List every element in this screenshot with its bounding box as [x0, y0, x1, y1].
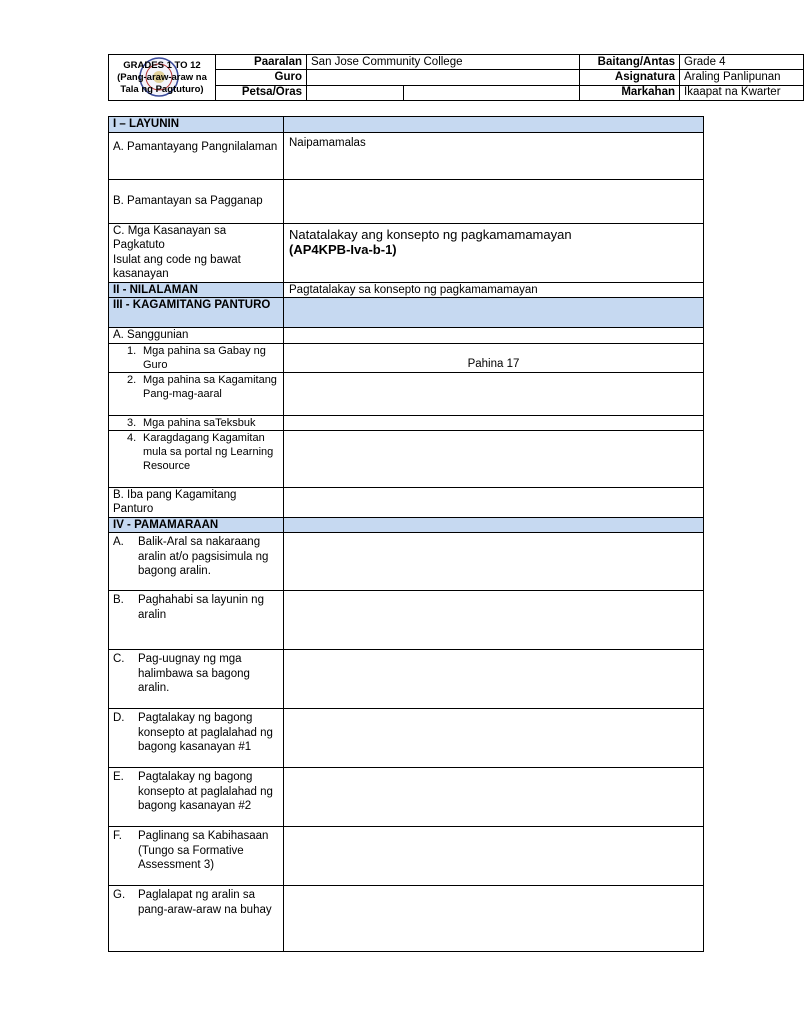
value-pamantayan-pagganap	[284, 179, 704, 223]
section-row-layunin	[109, 117, 704, 133]
row-pamantayan-pagganap	[109, 179, 704, 223]
value-teksbuk	[284, 415, 704, 430]
section-row-nilalaman	[109, 282, 704, 298]
value-paglinang	[284, 827, 704, 886]
row-iba-pang-kagamitan	[109, 487, 704, 517]
step-label: Balik-Aral sa nakaraang aralin at/o pagsisimula ng bagong aralin.	[138, 536, 269, 577]
section-title-nilalaman: II - NILALAMAN	[109, 282, 284, 298]
label-iba-pang-kagamitan: B. Iba pang Kagamitang Panturo	[109, 487, 284, 517]
logo-text	[109, 59, 215, 96]
header-value-oras	[404, 85, 580, 100]
label-karagdagang-kagamitan	[109, 430, 284, 487]
item-number: 3.	[127, 416, 137, 429]
value-kasanayan-code: (AP4KPB-Iva-b-1)	[289, 241, 397, 257]
row-pagtalakay-2	[109, 768, 704, 827]
step-letter: D.	[113, 712, 125, 724]
header-value-paaralan: San Jose Community College	[307, 55, 580, 70]
header-label-markahan: Markahan	[580, 85, 680, 100]
header-value-asignatura: Araling Panlipunan	[680, 70, 804, 85]
value-pag-uugnay	[284, 650, 704, 709]
value-sanggunian	[284, 328, 704, 344]
value-paglalapat	[284, 886, 704, 952]
dll-main-table	[108, 116, 703, 952]
row-balik-aral	[109, 533, 704, 591]
section-row-kagamitang	[109, 298, 704, 328]
item-label: Mga pahina sa Gabay ng Guro	[143, 344, 266, 371]
label-pag-uugnay	[109, 650, 284, 709]
row-pag-uugnay	[109, 650, 704, 709]
row-paglalapat	[109, 886, 704, 952]
header-value-markahan: Ikaapat na Kwarter	[680, 85, 804, 100]
logo-cell	[109, 55, 216, 101]
header-value-guro	[307, 70, 580, 85]
value-kagamitang-mag-aaral	[284, 372, 704, 415]
step-label: Pag-uugnay ng mga halimbawa sa bagong aralin.	[138, 653, 250, 694]
logo-line-3: Tala ng Pagtuturo)	[120, 84, 204, 95]
section-blank	[284, 117, 704, 133]
value-gabay-guro: Pahina 17	[284, 343, 704, 372]
label-kagamitang-mag-aaral	[109, 372, 284, 415]
section-title-pamamaraan: IV - PAMAMARAAN	[109, 517, 284, 533]
section-row-pamamaraan	[109, 517, 704, 533]
row-pagtalakay-1	[109, 709, 704, 768]
section-blank	[284, 517, 704, 533]
header-label-baitang: Baitang/Antas	[580, 55, 680, 70]
value-karagdagang-kagamitan	[284, 430, 704, 487]
section-blank	[284, 298, 704, 328]
step-letter: G.	[113, 889, 126, 901]
item-label: Karagdagang Kagamitan mula sa portal ng Learning Resource	[143, 431, 274, 472]
value-kasanayan-text: Natatalakay ang konsepto ng pagkamamamayan	[289, 226, 572, 242]
header-label-asignatura: Asignatura	[580, 70, 680, 85]
value-nilalaman: Pagtatalakay sa konsepto ng pagkamamamayan	[284, 282, 704, 298]
label-kasanayan-line1: C. Mga Kasanayan sa Pagkatuto	[113, 224, 227, 251]
item-number: 2.	[127, 373, 137, 386]
logo-line-1: GRADES 1 TO 12	[123, 60, 201, 71]
step-label: Paghahabi sa layunin ng aralin	[138, 594, 264, 621]
label-pagtalakay-2	[109, 768, 284, 827]
value-pamantayang-pangnilalaman: Naipamamalas	[284, 132, 704, 179]
row-pamantayang-pangnilalaman	[109, 132, 704, 179]
value-kasanayan	[284, 223, 704, 282]
step-label: Pagtalakay ng bagong konsepto at paglalahad ng bagong kasanayan #1	[138, 712, 273, 753]
value-iba-pang-kagamitan	[284, 487, 704, 517]
step-label: Paglalapat ng aralin sa pang-araw-araw na buhay	[138, 889, 272, 916]
step-letter: F.	[113, 830, 122, 842]
header-label-guro: Guro	[216, 70, 307, 85]
header-label-paaralan: Paaralan	[216, 55, 307, 70]
label-pagtalakay-1	[109, 709, 284, 768]
section-title-kagamitang: III - KAGAMITANG PANTURO	[109, 298, 284, 328]
section-title-layunin: I – LAYUNIN	[109, 117, 284, 133]
step-label: Paglinang sa Kabihasaan (Tungo sa Formative Assessment 3)	[138, 830, 269, 871]
label-kasanayan-line2: Isulat ang code ng bawat kasanayan	[113, 253, 241, 280]
header-label-petsa: Petsa/Oras	[216, 85, 307, 100]
row-kagamitang-mag-aaral	[109, 372, 704, 415]
value-pagtalakay-2	[284, 768, 704, 827]
label-pamantayang-pangnilalaman: A. Pamantayang Pangnilalaman	[109, 132, 284, 179]
step-letter: E.	[113, 771, 124, 783]
value-balik-aral	[284, 533, 704, 591]
step-letter: C.	[113, 653, 125, 665]
row-kasanayan	[109, 223, 704, 282]
value-pagtalakay-1	[284, 709, 704, 768]
row-karagdagang-kagamitan	[109, 430, 704, 487]
label-gabay-guro	[109, 343, 284, 372]
header-value-petsa	[307, 85, 404, 100]
step-letter: B.	[113, 594, 124, 606]
item-number: 4.	[127, 431, 137, 444]
row-sanggunian	[109, 328, 704, 344]
label-balik-aral	[109, 533, 284, 591]
row-paglinang	[109, 827, 704, 886]
label-pamantayan-pagganap: B. Pamantayan sa Pagganap	[109, 179, 284, 223]
row-paghahabi	[109, 591, 704, 650]
header-table	[108, 54, 781, 101]
item-number: 1.	[127, 344, 137, 357]
step-letter: A.	[113, 536, 124, 548]
step-label: Pagtalakay ng bagong konsepto at paglalahad ng bagong kasanayan #2	[138, 771, 273, 812]
label-kasanayan	[109, 223, 284, 282]
header-value-baitang: Grade 4	[680, 55, 804, 70]
label-paglalapat	[109, 886, 284, 952]
label-paghahabi	[109, 591, 284, 650]
value-paghahabi	[284, 591, 704, 650]
row-gabay-guro	[109, 343, 704, 372]
label-sanggunian: A. Sanggunian	[109, 328, 284, 344]
label-teksbuk	[109, 415, 284, 430]
logo-line-2: (Pang-araw-araw na	[117, 72, 207, 83]
label-paglinang	[109, 827, 284, 886]
item-label: Mga pahina sa Kagamitang Pang-mag-aaral	[143, 373, 277, 400]
item-label: Mga pahina saTeksbuk	[143, 416, 256, 429]
row-teksbuk	[109, 415, 704, 430]
